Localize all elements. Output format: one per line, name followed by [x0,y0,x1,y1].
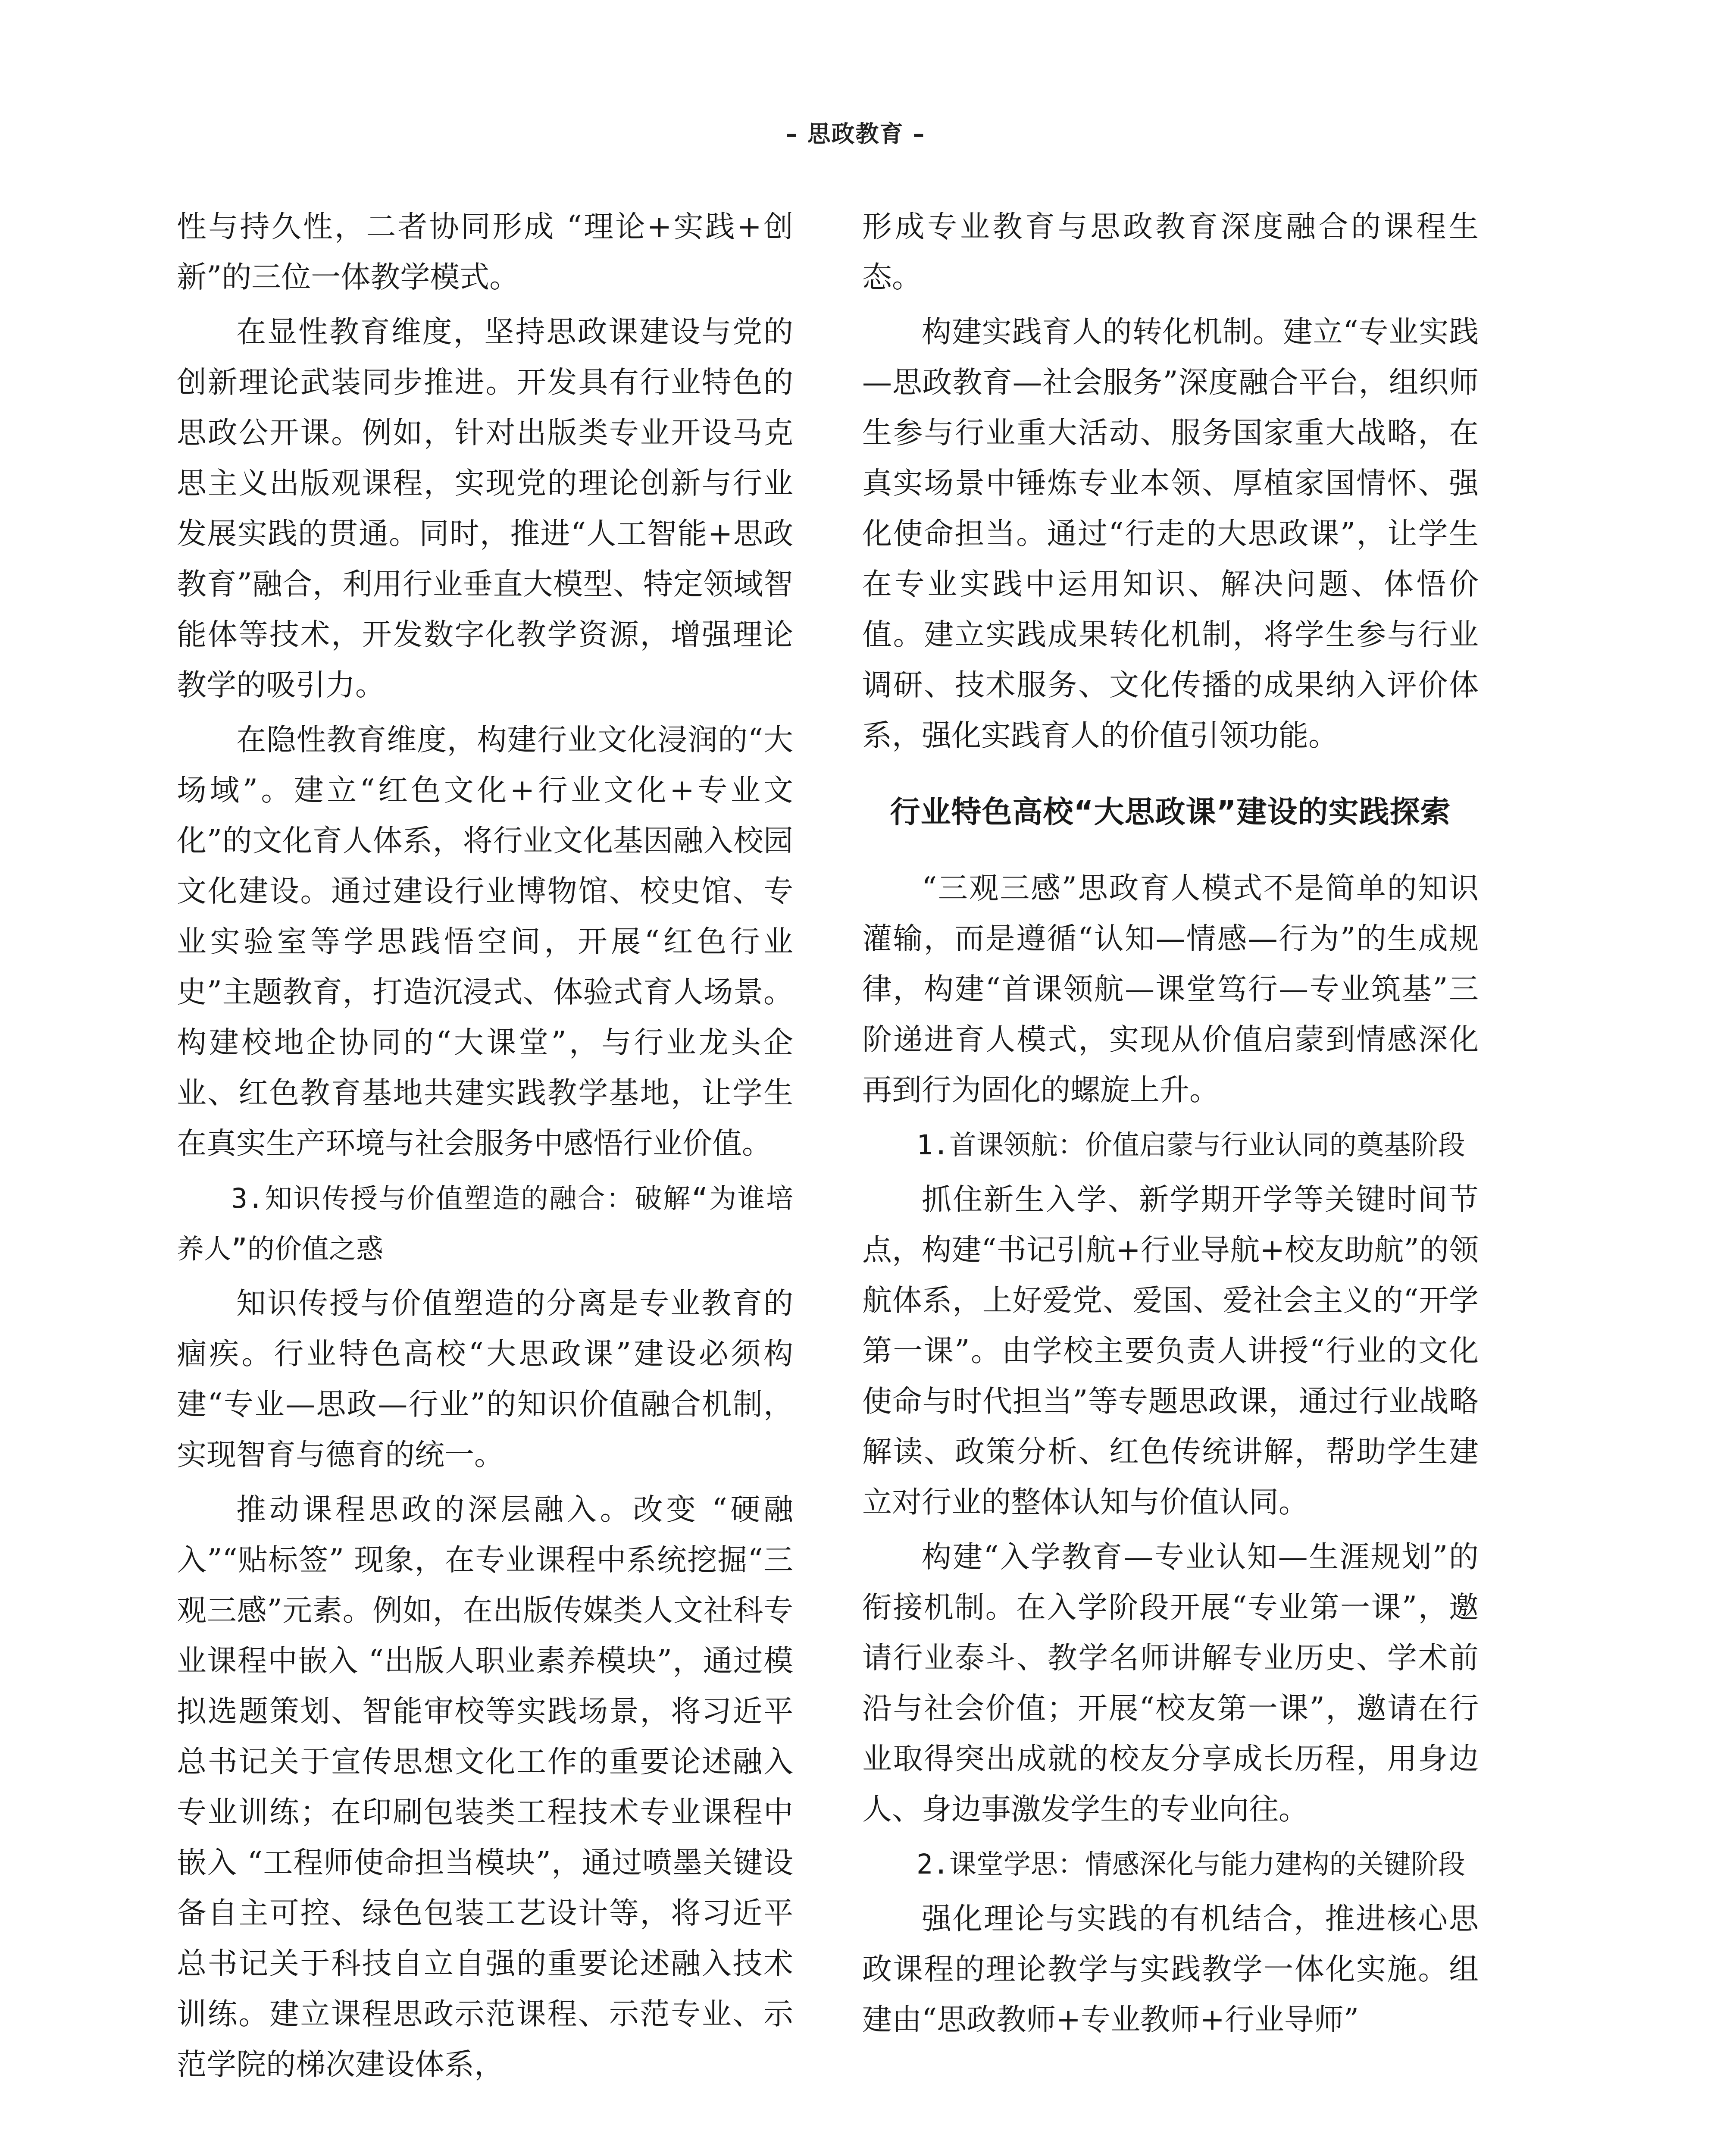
running-header: – 思政教育 – [785,120,926,147]
subsection-heading: 1.首课领航：价值启蒙与行业认同的奠基阶段 [916,1129,1465,1161]
section-heading: 行业特色高校“大思政课”建设的实践探索 [890,794,1451,830]
paragraph: 在隐性教育维度，构建行业文化浸润的“大场域”。建立“红色文化+行业文化+专业文化”的文化育人体系，将行业文化基因融入校园文化建设。通过建设行业博物馆、校史馆、专业实验室等学思践悟空间，开展“红色行业史”主题教育，打造沉浸式、体验式育人场景。构建校地企协同的“大课堂”，与行业龙头企业、红色教育基地共建实践教学基地，让学生在真实生产环境与社会服务中感悟行业价值。 [177,723,793,1161]
paragraph: 知识传授与价值塑造的分离是专业教育的痼疾。行业特色高校“大思政课”建设必须构建“专业—思政—行业”的知识价值融合机制，实现智育与德育的统一。 [177,1286,793,1472]
subsection-heading: 2.课堂学思：情感深化与能力建构的关键阶段 [916,1849,1465,1880]
subsection-heading: 3.知识传授与价值塑造的融合：破解“为谁培养人”的价值之惑 [177,1183,793,1265]
paragraph: 强化理论与实践的有机结合，推进核心思政课程的理论教学与实践教学一体化实施。组建由“思政教师+专业教师+行业导师” [862,1902,1479,2037]
paragraph: 形成专业教育与思政教育深度融合的课程生态。 [862,210,1479,295]
left-column [177,202,793,2094]
paragraph: “三观三感”思政育人模式不是简单的知识灌输，而是遵循“认知—情感—行为”的生成规律，构建“首课领航—课堂笃行—专业筑基”三阶递进育人模式，实现从价值启蒙到情感深化再到行为固化的螺旋上升。 [862,871,1479,1107]
paragraph: 在显性教育维度，坚持思政课建设与党的创新理论武装同步推进。开发具有行业特色的思政公开课。例如，针对出版类专业开设马克思主义出版观课程，实现党的理论创新与行业发展实践的贯通。同时，推进“人工智能+思政教育”融合，利用行业垂直大模型、特定领域智能体等技术，开发数字化教学资源，增强理论教学的吸引力。 [177,315,793,702]
paragraph: 推动课程思政的深层融入。改变 “硬融入”“贴标签” 现象，在专业课程中系统挖掘“三观三感”元素。例如，在出版传媒类人文社科专业课程中嵌入 “出版人职业素养模块”，通过模拟选题策划、智能审校等实践场景，将习近平总书记关于宣传思想文化工作的重要论述融入专业训练；在印刷包装类工程技术专业课程中嵌入 “工程师使命担当模块”，通过喷墨关键设备自主可控、绿色包装工艺设计等，将习近平总书记关于科技自立自强的重要论述融入技术训练。建立课程思政示范课程、示范专业、示范学院的梯次建设体系， [177,1492,793,2082]
paragraph: 构建实践育人的转化机制。建立“专业实践—思政教育—社会服务”深度融合平台，组织师生参与行业重大活动、服务国家重大战略，在真实场景中锤炼专业本领、厚植家国情怀、强化使命担当。通过“行走的大思政课”，让学生在专业实践中运用知识、解决问题、体悟价值。建立实践成果转化机制，将学生参与行业调研、技术服务、文化传播的成果纳入评价体系，强化实践育人的价值引领功能。 [862,315,1479,753]
paragraph: 性与持久性，二者协同形成 “理论+实践+创新”的三位一体教学模式。 [177,210,793,295]
paragraph: 抓住新生入学、新学期开学等关键时间节点，构建“书记引航+行业导航+校友助航”的领航体系，上好爱党、爱国、爱社会主义的“开学第一课”。由学校主要负责人讲授“行业的文化使命与时代担当”等专题思政课，通过行业战略解读、政策分析、红色传统讲解，帮助学生建立对行业的整体认知与价值认同。 [862,1182,1479,1520]
paragraph: 构建“入学教育—专业认知—生涯规划”的衔接机制。在入学阶段开展“专业第一课”，邀请行业泰斗、教学名师讲解专业历史、学术前沿与社会价值；开展“校友第一课”，邀请在行业取得突出成就的校友分享成长历程，用身边人、身边事激发学生的专业向往。 [862,1540,1479,1827]
right-column [862,202,1479,2049]
